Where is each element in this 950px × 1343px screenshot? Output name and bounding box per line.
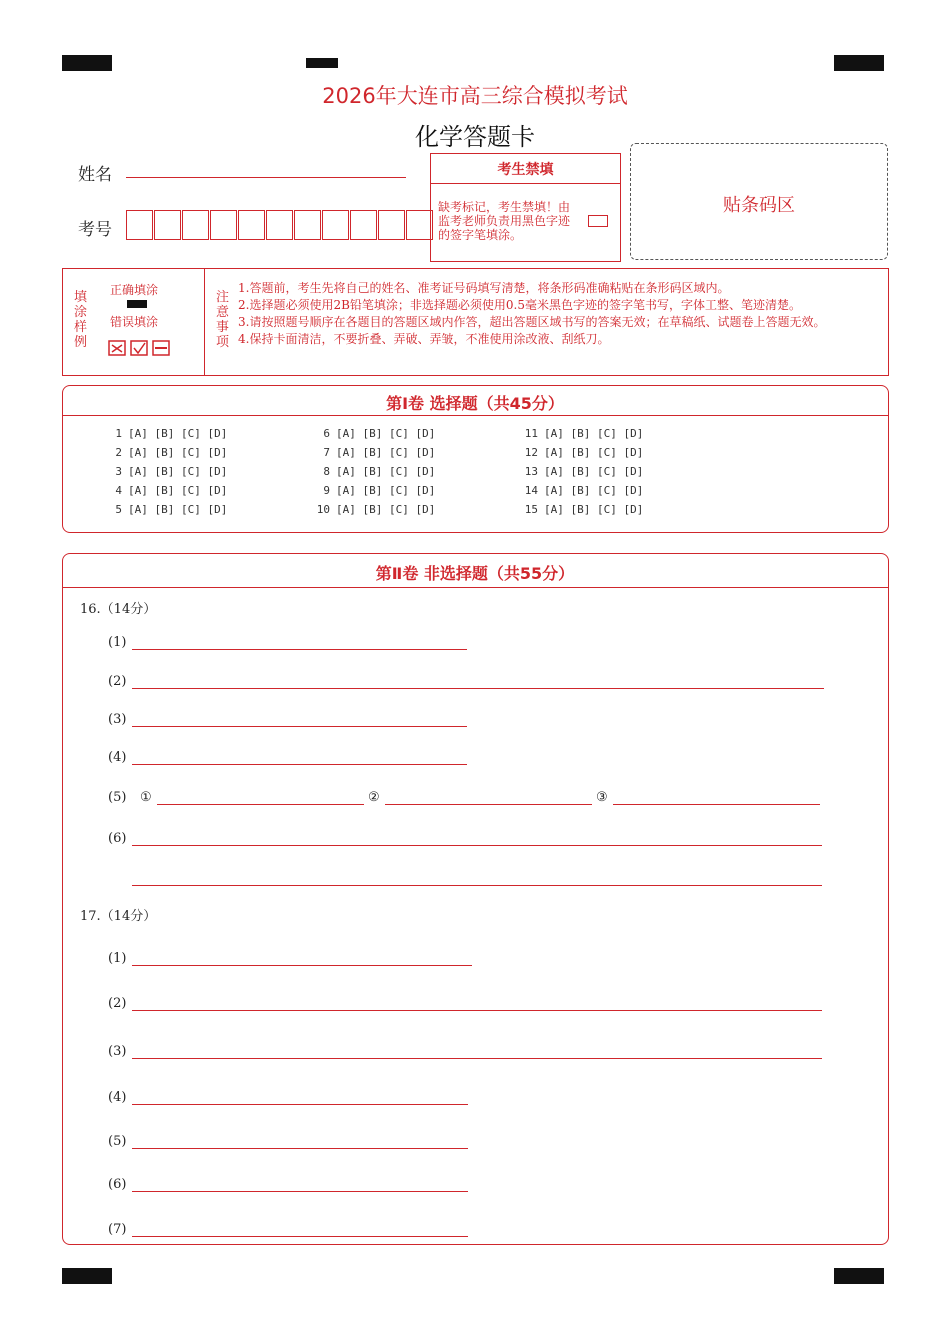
exam-title: 2026年大连市高三综合模拟考试: [322, 84, 628, 108]
blank-marker: ①: [140, 790, 152, 805]
question-number: 8: [323, 465, 330, 478]
sub-question-label: (6): [108, 831, 127, 846]
sub-question-label: (3): [108, 712, 127, 727]
notice-label: 注意事项: [216, 290, 230, 350]
registration-mark-bottom-left: [62, 1268, 112, 1284]
choice-options[interactable]: [A] [B] [C] [D]: [544, 465, 644, 478]
blank-marker: ③: [596, 790, 608, 805]
question-number: 15: [524, 503, 538, 516]
correct-fill-mark: [127, 300, 147, 308]
q16-label: 16.（14分）: [80, 602, 157, 617]
part2-title: 第Ⅱ卷 非选择题（共55分）: [375, 564, 575, 583]
choice-row[interactable]: [308, 427, 435, 440]
registration-mark-top-left: [62, 55, 112, 71]
answer-line[interactable]: [385, 804, 592, 805]
fill-example-label: 填涂样例: [74, 290, 88, 350]
wrong-fill-icons: [108, 337, 172, 361]
choice-options[interactable]: [A] [B] [C] [D]: [544, 427, 644, 440]
answer-line[interactable]: [132, 688, 824, 689]
answer-line[interactable]: [132, 1058, 822, 1059]
choice-row[interactable]: [516, 465, 643, 478]
answer-line[interactable]: [132, 845, 822, 846]
choice-row[interactable]: [516, 427, 643, 440]
choice-row[interactable]: [308, 465, 435, 478]
choice-options[interactable]: [A] [B] [C] [D]: [544, 484, 644, 497]
sub-question-label: (5): [108, 790, 127, 805]
question-number: 5: [115, 503, 122, 516]
choice-row[interactable]: [100, 503, 227, 516]
choice-row[interactable]: [308, 446, 435, 459]
choice-options[interactable]: [A] [B] [C] [D]: [544, 503, 644, 516]
choice-row[interactable]: [100, 465, 227, 478]
id-cell[interactable]: [294, 210, 321, 240]
question-number: 11: [524, 427, 538, 440]
id-cell[interactable]: [406, 210, 433, 240]
answer-line[interactable]: [613, 804, 820, 805]
choice-options[interactable]: [A] [B] [C] [D]: [336, 427, 436, 440]
id-cell[interactable]: [322, 210, 349, 240]
sub-question-label: (4): [108, 750, 127, 765]
answer-line[interactable]: [132, 885, 822, 886]
id-cell[interactable]: [238, 210, 265, 240]
sub-question-label: (4): [108, 1090, 127, 1105]
question-number: 9: [323, 484, 330, 497]
absent-box-divider: [430, 183, 621, 184]
choice-row[interactable]: [100, 427, 227, 440]
answer-line[interactable]: [132, 1236, 468, 1237]
answer-line[interactable]: [132, 726, 467, 727]
instructions-divider: [204, 268, 205, 376]
choice-row[interactable]: [308, 503, 435, 516]
answer-line[interactable]: [132, 1010, 822, 1011]
choice-options[interactable]: [A] [B] [C] [D]: [336, 484, 436, 497]
answer-line[interactable]: [132, 1148, 468, 1149]
registration-mark-top-center: [306, 58, 338, 68]
answer-line[interactable]: [157, 804, 364, 805]
choice-options[interactable]: [A] [B] [C] [D]: [128, 465, 228, 478]
question-number: 7: [323, 446, 330, 459]
question-number: 3: [115, 465, 122, 478]
sub-question-label: (5): [108, 1134, 127, 1149]
id-cell[interactable]: [126, 210, 153, 240]
id-cell[interactable]: [378, 210, 405, 240]
answer-line[interactable]: [132, 965, 472, 966]
id-cell[interactable]: [182, 210, 209, 240]
notice-item: 1.答题前，考生先将自己的姓名、准考证号码填写清楚，将条形码准确粘贴在条形码区域内。: [238, 281, 730, 295]
answer-line[interactable]: [132, 649, 467, 650]
question-number: 1: [115, 427, 122, 440]
name-label: 姓名: [78, 165, 112, 185]
question-number: 10: [316, 503, 330, 516]
id-label: 考号: [78, 220, 112, 240]
absent-mark-box[interactable]: [588, 215, 608, 227]
part2-header-line: [62, 587, 889, 588]
choice-options[interactable]: [A] [B] [C] [D]: [336, 446, 436, 459]
choice-row[interactable]: [516, 484, 643, 497]
id-cell[interactable]: [154, 210, 181, 240]
sheet-title: 化学答题卡: [415, 123, 535, 151]
part1-title: 第Ⅰ卷 选择题（共45分）: [386, 394, 564, 413]
id-cell[interactable]: [350, 210, 377, 240]
question-number: 2: [115, 446, 122, 459]
question-number: 12: [524, 446, 538, 459]
sub-question-label: (2): [108, 674, 127, 689]
notice-item: 3.请按照题号顺序在各题目的答题区域内作答，超出答题区域书写的答案无效；在草稿纸、试题卷上答题无效。: [238, 315, 826, 329]
choice-options[interactable]: [A] [B] [C] [D]: [336, 465, 436, 478]
registration-mark-bottom-right: [834, 1268, 884, 1284]
notice-item: 4.保持卡面清洁，不要折叠、弄破、弄皱，不准使用涂改液、刮纸刀。: [238, 332, 610, 346]
choice-row[interactable]: [100, 446, 227, 459]
sub-question-label: (6): [108, 1177, 127, 1192]
wrong-fill-examples: [108, 337, 172, 365]
wrong-fill-label: 错误填涂: [110, 315, 159, 329]
sub-question-label: (7): [108, 1222, 127, 1237]
sub-question-label: (2): [108, 996, 127, 1011]
sub-question-label: (1): [108, 951, 127, 966]
q17-label: 17.（14分）: [80, 909, 157, 924]
choice-row[interactable]: [516, 446, 643, 459]
question-number: 13: [524, 465, 538, 478]
choice-options[interactable]: [A] [B] [C] [D]: [128, 446, 228, 459]
absent-box-title: 考生禁填: [497, 162, 554, 178]
choice-options[interactable]: [A] [B] [C] [D]: [128, 503, 228, 516]
choice-row[interactable]: [100, 484, 227, 497]
answer-line[interactable]: [132, 1104, 468, 1105]
sub-question-label: (1): [108, 635, 127, 650]
question-number: 14: [524, 484, 538, 497]
blank-marker: ②: [368, 790, 380, 805]
part2-box: [62, 553, 889, 1245]
absent-box-text: 缺考标记，考生禁填！由监考老师负责用黑色字迹的签字笔填涂。: [438, 200, 571, 242]
choice-options[interactable]: [A] [B] [C] [D]: [544, 446, 644, 459]
answer-line[interactable]: [132, 764, 467, 765]
choice-row[interactable]: [516, 503, 643, 516]
sub-question-label: (3): [108, 1044, 127, 1059]
barcode-label: 贴条码区: [723, 195, 795, 216]
correct-fill-label: 正确填涂: [110, 283, 159, 297]
question-number: 6: [323, 427, 330, 440]
choice-options[interactable]: [A] [B] [C] [D]: [128, 484, 228, 497]
id-cell[interactable]: [266, 210, 293, 240]
notice-list: [238, 280, 878, 348]
choice-row[interactable]: [308, 484, 435, 497]
part1-header-line: [62, 415, 889, 416]
notice-item: 2.选择题必须使用2B铅笔填涂；非选择题必须使用0.5毫米黑色字迹的签字笔书写，字体工整、笔迹清楚。: [238, 298, 801, 312]
name-line[interactable]: [126, 177, 406, 178]
choice-options[interactable]: [A] [B] [C] [D]: [128, 427, 228, 440]
question-number: 4: [115, 484, 122, 497]
id-cell[interactable]: [210, 210, 237, 240]
registration-mark-top-right: [834, 55, 884, 71]
choice-options[interactable]: [A] [B] [C] [D]: [336, 503, 436, 516]
answer-line[interactable]: [132, 1191, 468, 1192]
